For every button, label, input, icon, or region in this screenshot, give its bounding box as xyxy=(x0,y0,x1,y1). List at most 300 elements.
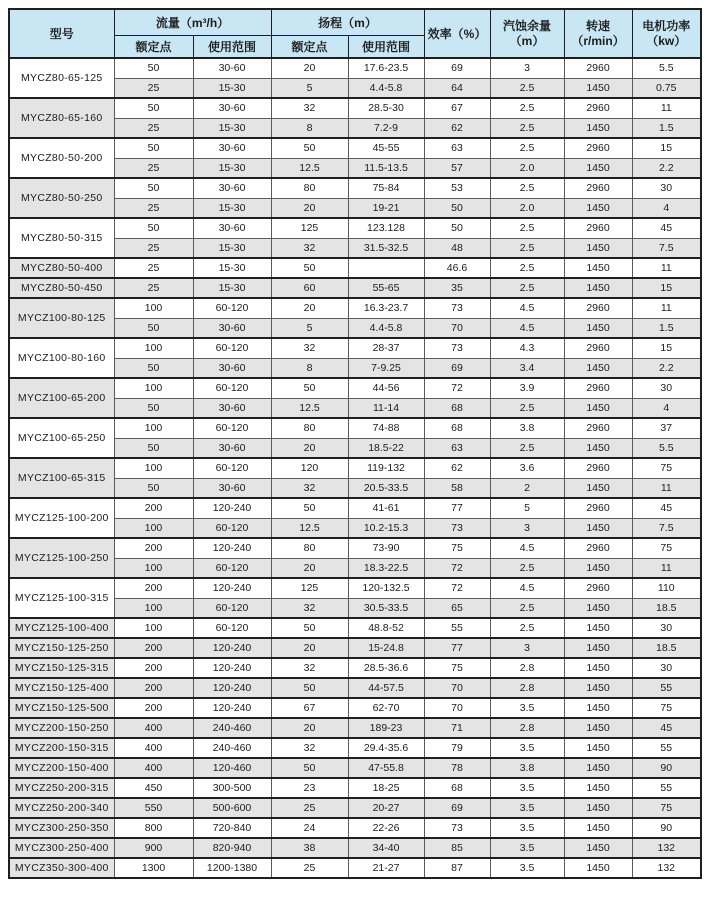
data-cell: 63 xyxy=(424,438,490,458)
data-cell: 18.3-22.5 xyxy=(348,558,424,578)
data-cell: 200 xyxy=(114,498,193,518)
data-cell: 2960 xyxy=(564,378,632,398)
data-cell: 55 xyxy=(632,678,701,698)
data-cell: 100 xyxy=(114,338,193,358)
data-cell: 15 xyxy=(632,278,701,298)
model-cell: MYCZ100-65-250 xyxy=(9,418,114,458)
data-cell: 2.8 xyxy=(490,678,564,698)
data-cell: 2960 xyxy=(564,538,632,558)
data-cell: 73 xyxy=(424,298,490,318)
data-cell: 1450 xyxy=(564,278,632,298)
data-cell: 120-240 xyxy=(193,638,271,658)
data-cell: 1450 xyxy=(564,758,632,778)
data-cell: 4 xyxy=(632,198,701,218)
data-cell: 21-27 xyxy=(348,858,424,878)
data-cell: 200 xyxy=(114,638,193,658)
data-cell: 3.5 xyxy=(490,818,564,838)
data-cell: 2.0 xyxy=(490,198,564,218)
table-row xyxy=(9,218,701,238)
model-cell: MYCZ80-65-160 xyxy=(9,98,114,138)
data-cell: 1450 xyxy=(564,358,632,378)
data-cell: 5 xyxy=(490,498,564,518)
data-cell: 47-55.8 xyxy=(348,758,424,778)
table-row xyxy=(9,858,701,878)
data-cell: 200 xyxy=(114,658,193,678)
data-cell: 5 xyxy=(271,78,348,98)
data-cell: 60-120 xyxy=(193,518,271,538)
data-cell: 100 xyxy=(114,418,193,438)
data-cell: 120-240 xyxy=(193,698,271,718)
data-cell: 78 xyxy=(424,758,490,778)
table-row xyxy=(9,138,701,158)
data-cell: 32 xyxy=(271,338,348,358)
data-cell: 50 xyxy=(114,178,193,198)
table-row xyxy=(9,718,701,738)
data-cell: 3.5 xyxy=(490,778,564,798)
table-row xyxy=(9,798,701,818)
data-cell: 31.5-32.5 xyxy=(348,238,424,258)
data-cell: 3.6 xyxy=(490,458,564,478)
data-cell: 25 xyxy=(271,798,348,818)
data-cell: 80 xyxy=(271,418,348,438)
data-cell: 72 xyxy=(424,558,490,578)
data-cell: 73 xyxy=(424,338,490,358)
data-cell: 25 xyxy=(114,118,193,138)
model-cell: MYCZ200-150-400 xyxy=(9,758,114,778)
data-cell: 1450 xyxy=(564,238,632,258)
data-cell: 45 xyxy=(632,218,701,238)
model-cell: MYCZ125-100-315 xyxy=(9,578,114,618)
header-flow-range: 使用范围 xyxy=(193,35,271,58)
data-cell: 30 xyxy=(632,618,701,638)
data-cell: 12.5 xyxy=(271,398,348,418)
data-cell: 75 xyxy=(632,798,701,818)
data-cell: 2960 xyxy=(564,458,632,478)
header-npsh xyxy=(490,9,564,58)
data-cell: 2.5 xyxy=(490,118,564,138)
table-row xyxy=(9,178,701,198)
data-cell: 55 xyxy=(632,738,701,758)
data-cell: 48 xyxy=(424,238,490,258)
data-cell: 2.5 xyxy=(490,78,564,98)
data-cell: 50 xyxy=(271,678,348,698)
data-cell: 11 xyxy=(632,98,701,118)
data-cell: 50 xyxy=(114,438,193,458)
data-cell: 44-57.5 xyxy=(348,678,424,698)
data-cell: 50 xyxy=(114,98,193,118)
table-row xyxy=(9,298,701,318)
data-cell: 90 xyxy=(632,818,701,838)
data-cell: 73 xyxy=(424,818,490,838)
data-cell: 25 xyxy=(114,278,193,298)
data-cell: 73-90 xyxy=(348,538,424,558)
data-cell: 45-55 xyxy=(348,138,424,158)
data-cell: 69 xyxy=(424,358,490,378)
data-cell: 2960 xyxy=(564,338,632,358)
data-cell: 1450 xyxy=(564,78,632,98)
data-cell: 20 xyxy=(271,558,348,578)
data-cell: 80 xyxy=(271,178,348,198)
data-cell: 120-240 xyxy=(193,678,271,698)
table-row xyxy=(9,698,701,718)
data-cell: 50 xyxy=(271,618,348,638)
data-cell: 500-600 xyxy=(193,798,271,818)
data-cell: 1300 xyxy=(114,858,193,878)
data-cell: 20 xyxy=(271,58,348,78)
data-cell: 68 xyxy=(424,398,490,418)
data-cell: 68 xyxy=(424,778,490,798)
data-cell: 100 xyxy=(114,378,193,398)
data-cell: 20-27 xyxy=(348,798,424,818)
data-cell: 2.5 xyxy=(490,98,564,118)
data-cell: 62 xyxy=(424,118,490,138)
data-cell: 48.8-52 xyxy=(348,618,424,638)
data-cell: 28.5-30 xyxy=(348,98,424,118)
header-model: 型号 xyxy=(9,9,114,58)
data-cell: 15-30 xyxy=(193,198,271,218)
data-cell: 72 xyxy=(424,578,490,598)
data-cell: 300-500 xyxy=(193,778,271,798)
data-cell: 25 xyxy=(114,258,193,278)
data-cell: 189-23 xyxy=(348,718,424,738)
data-cell: 1450 xyxy=(564,518,632,538)
table-row xyxy=(9,498,701,518)
data-cell: 50 xyxy=(271,498,348,518)
header-power xyxy=(632,9,701,58)
data-cell: 19-21 xyxy=(348,198,424,218)
header-head: 扬程（m） xyxy=(271,9,424,35)
data-cell: 60-120 xyxy=(193,418,271,438)
data-cell: 60-120 xyxy=(193,598,271,618)
model-cell: MYCZ100-65-200 xyxy=(9,378,114,418)
data-cell: 100 xyxy=(114,618,193,638)
data-cell: 3.5 xyxy=(490,858,564,878)
data-cell: 72 xyxy=(424,378,490,398)
model-cell: MYCZ80-50-250 xyxy=(9,178,114,218)
data-cell: 15-30 xyxy=(193,118,271,138)
data-cell: 2.5 xyxy=(490,218,564,238)
data-cell: 63 xyxy=(424,138,490,158)
data-cell: 4.5 xyxy=(490,318,564,338)
data-cell: 58 xyxy=(424,478,490,498)
data-cell: 8 xyxy=(271,358,348,378)
data-cell: 18-25 xyxy=(348,778,424,798)
data-cell: 44-56 xyxy=(348,378,424,398)
data-cell: 720-840 xyxy=(193,818,271,838)
data-cell: 240-460 xyxy=(193,738,271,758)
data-cell: 12.5 xyxy=(271,518,348,538)
data-cell: 11-14 xyxy=(348,398,424,418)
model-cell: MYCZ150-125-250 xyxy=(9,638,114,658)
data-cell: 67 xyxy=(271,698,348,718)
header-npsh-line1: 汽蚀余量 xyxy=(503,18,552,33)
data-cell: 120-240 xyxy=(193,538,271,558)
data-cell: 50 xyxy=(271,758,348,778)
table-row xyxy=(9,658,701,678)
data-cell: 11 xyxy=(632,558,701,578)
table-row xyxy=(9,458,701,478)
data-cell: 2.8 xyxy=(490,718,564,738)
data-cell: 1450 xyxy=(564,698,632,718)
data-cell: 240-460 xyxy=(193,718,271,738)
model-cell: MYCZ80-50-200 xyxy=(9,138,114,178)
data-cell: 200 xyxy=(114,678,193,698)
data-cell: 60-120 xyxy=(193,458,271,478)
data-cell: 18.5 xyxy=(632,598,701,618)
model-cell: MYCZ100-65-315 xyxy=(9,458,114,498)
data-cell: 400 xyxy=(114,718,193,738)
data-cell: 1450 xyxy=(564,858,632,878)
data-cell: 32 xyxy=(271,98,348,118)
data-cell: 37 xyxy=(632,418,701,438)
data-cell: 2.2 xyxy=(632,158,701,178)
data-cell: 29.4-35.6 xyxy=(348,738,424,758)
data-cell: 15-30 xyxy=(193,158,271,178)
data-cell: 50 xyxy=(271,378,348,398)
data-cell: 50 xyxy=(114,398,193,418)
data-cell: 50 xyxy=(114,138,193,158)
data-cell: 69 xyxy=(424,798,490,818)
data-cell: 2.5 xyxy=(490,258,564,278)
data-cell: 400 xyxy=(114,738,193,758)
data-cell: 2.5 xyxy=(490,398,564,418)
data-cell: 15-30 xyxy=(193,78,271,98)
data-cell: 900 xyxy=(114,838,193,858)
header-head-rated: 额定点 xyxy=(271,35,348,58)
table-row xyxy=(9,578,701,598)
data-cell: 123.128 xyxy=(348,218,424,238)
data-cell: 20 xyxy=(271,298,348,318)
data-cell: 7-9.25 xyxy=(348,358,424,378)
data-cell: 20 xyxy=(271,198,348,218)
model-cell: MYCZ80-50-450 xyxy=(9,278,114,298)
data-cell: 65 xyxy=(424,598,490,618)
data-cell: 28.5-36.6 xyxy=(348,658,424,678)
table-row xyxy=(9,638,701,658)
data-cell: 60-120 xyxy=(193,558,271,578)
data-cell: 45 xyxy=(632,498,701,518)
model-cell: MYCZ80-50-315 xyxy=(9,218,114,258)
model-cell: MYCZ350-300-400 xyxy=(9,858,114,878)
data-cell: 32 xyxy=(271,478,348,498)
data-cell: 20 xyxy=(271,718,348,738)
model-cell: MYCZ150-125-400 xyxy=(9,678,114,698)
data-cell: 20 xyxy=(271,638,348,658)
data-cell: 3.8 xyxy=(490,418,564,438)
data-cell: 30-60 xyxy=(193,58,271,78)
data-cell: 15-24.8 xyxy=(348,638,424,658)
data-cell: 85 xyxy=(424,838,490,858)
data-cell: 12.5 xyxy=(271,158,348,178)
data-cell: 1450 xyxy=(564,258,632,278)
model-cell: MYCZ125-100-200 xyxy=(9,498,114,538)
data-cell: 30.5-33.5 xyxy=(348,598,424,618)
data-cell: 820-940 xyxy=(193,838,271,858)
data-cell: 57 xyxy=(424,158,490,178)
data-cell: 1450 xyxy=(564,598,632,618)
model-cell: MYCZ200-150-315 xyxy=(9,738,114,758)
data-cell: 50 xyxy=(271,138,348,158)
data-cell: 1450 xyxy=(564,478,632,498)
data-cell: 8 xyxy=(271,118,348,138)
data-cell: 2.5 xyxy=(490,438,564,458)
data-cell: 35 xyxy=(424,278,490,298)
data-cell: 80 xyxy=(271,538,348,558)
data-cell: 30 xyxy=(632,178,701,198)
data-cell: 15 xyxy=(632,138,701,158)
data-cell: 2.5 xyxy=(490,558,564,578)
data-cell: 28-37 xyxy=(348,338,424,358)
data-cell: 2.5 xyxy=(490,278,564,298)
data-cell: 53 xyxy=(424,178,490,198)
data-cell: 75 xyxy=(424,538,490,558)
header-power-line2: （kw） xyxy=(646,33,687,48)
data-cell: 22-26 xyxy=(348,818,424,838)
data-cell: 41-61 xyxy=(348,498,424,518)
data-cell: 4.5 xyxy=(490,538,564,558)
data-cell: 3.8 xyxy=(490,758,564,778)
data-cell: 70 xyxy=(424,318,490,338)
data-cell: 3 xyxy=(490,58,564,78)
data-cell: 120-240 xyxy=(193,658,271,678)
data-cell: 100 xyxy=(114,518,193,538)
data-cell: 32 xyxy=(271,658,348,678)
data-cell: 1450 xyxy=(564,398,632,418)
data-cell: 100 xyxy=(114,458,193,478)
data-cell: 30-60 xyxy=(193,358,271,378)
data-cell: 32 xyxy=(271,238,348,258)
data-cell: 7.2-9 xyxy=(348,118,424,138)
model-cell: MYCZ300-250-350 xyxy=(9,818,114,838)
header-power-line1: 电机功率 xyxy=(642,18,691,33)
data-cell: 4.4-5.8 xyxy=(348,78,424,98)
data-cell: 30-60 xyxy=(193,318,271,338)
table-row xyxy=(9,538,701,558)
data-cell: 2960 xyxy=(564,218,632,238)
model-cell: MYCZ200-150-250 xyxy=(9,718,114,738)
table-row xyxy=(9,738,701,758)
data-cell: 17.6-23.5 xyxy=(348,58,424,78)
data-cell: 77 xyxy=(424,638,490,658)
data-cell: 3.5 xyxy=(490,838,564,858)
data-cell: 4.3 xyxy=(490,338,564,358)
data-cell: 50 xyxy=(114,478,193,498)
data-cell: 25 xyxy=(114,198,193,218)
data-cell: 125 xyxy=(271,218,348,238)
data-cell: 60-120 xyxy=(193,378,271,398)
data-cell: 800 xyxy=(114,818,193,838)
data-cell: 2 xyxy=(490,478,564,498)
table-row xyxy=(9,418,701,438)
data-cell: 75-84 xyxy=(348,178,424,198)
data-cell: 2960 xyxy=(564,418,632,438)
data-cell: 18.5-22 xyxy=(348,438,424,458)
data-cell: 70 xyxy=(424,678,490,698)
data-cell: 5 xyxy=(271,318,348,338)
model-cell: MYCZ125-100-250 xyxy=(9,538,114,578)
data-cell: 100 xyxy=(114,598,193,618)
data-cell: 2960 xyxy=(564,178,632,198)
data-cell: 30 xyxy=(632,378,701,398)
data-cell: 400 xyxy=(114,758,193,778)
data-cell: 20.5-33.5 xyxy=(348,478,424,498)
data-cell: 550 xyxy=(114,798,193,818)
data-cell: 25 xyxy=(114,238,193,258)
data-cell: 132 xyxy=(632,858,701,878)
data-cell: 2.8 xyxy=(490,658,564,678)
data-cell: 2960 xyxy=(564,58,632,78)
data-cell: 1450 xyxy=(564,778,632,798)
table-row xyxy=(9,58,701,78)
data-cell: 200 xyxy=(114,578,193,598)
data-cell: 45 xyxy=(632,718,701,738)
data-cell: 60 xyxy=(271,278,348,298)
data-cell: 450 xyxy=(114,778,193,798)
data-cell: 5.5 xyxy=(632,58,701,78)
data-cell: 18.5 xyxy=(632,638,701,658)
data-cell: 1450 xyxy=(564,638,632,658)
data-cell: 2.5 xyxy=(490,178,564,198)
data-cell: 11 xyxy=(632,298,701,318)
data-cell: 25 xyxy=(271,858,348,878)
data-cell: 55 xyxy=(424,618,490,638)
model-cell: MYCZ250-200-315 xyxy=(9,778,114,798)
data-cell: 15-30 xyxy=(193,238,271,258)
data-cell: 2.2 xyxy=(632,358,701,378)
data-cell: 30-60 xyxy=(193,478,271,498)
header-speed-line2: （r/min） xyxy=(571,33,625,48)
data-cell: 2960 xyxy=(564,498,632,518)
data-cell: 23 xyxy=(271,778,348,798)
data-cell: 2.5 xyxy=(490,598,564,618)
data-cell: 60-120 xyxy=(193,298,271,318)
table-row xyxy=(9,818,701,838)
table-row xyxy=(9,778,701,798)
data-cell: 50 xyxy=(424,218,490,238)
data-cell: 3.4 xyxy=(490,358,564,378)
data-cell: 62 xyxy=(424,458,490,478)
data-cell: 4.5 xyxy=(490,578,564,598)
model-cell: MYCZ250-200-340 xyxy=(9,798,114,818)
data-cell: 125 xyxy=(271,578,348,598)
data-cell: 120-460 xyxy=(193,758,271,778)
data-cell: 30-60 xyxy=(193,138,271,158)
data-cell: 74-88 xyxy=(348,418,424,438)
data-cell: 11 xyxy=(632,258,701,278)
table-row xyxy=(9,338,701,358)
data-cell: 1450 xyxy=(564,438,632,458)
data-cell: 50 xyxy=(424,198,490,218)
data-cell: 11.5-13.5 xyxy=(348,158,424,178)
data-cell: 62-70 xyxy=(348,698,424,718)
data-cell: 64 xyxy=(424,78,490,98)
table-header xyxy=(9,9,701,58)
data-cell: 2960 xyxy=(564,578,632,598)
data-cell: 24 xyxy=(271,818,348,838)
data-cell: 75 xyxy=(632,458,701,478)
data-cell: 32 xyxy=(271,738,348,758)
data-cell: 50 xyxy=(271,258,348,278)
data-cell: 120-240 xyxy=(193,498,271,518)
data-cell xyxy=(348,258,424,278)
data-cell: 30 xyxy=(632,658,701,678)
pump-spec-table xyxy=(8,8,702,879)
data-cell: 2.5 xyxy=(490,618,564,638)
data-cell: 25 xyxy=(114,78,193,98)
data-cell: 120-240 xyxy=(193,578,271,598)
data-cell: 1450 xyxy=(564,318,632,338)
data-cell: 79 xyxy=(424,738,490,758)
